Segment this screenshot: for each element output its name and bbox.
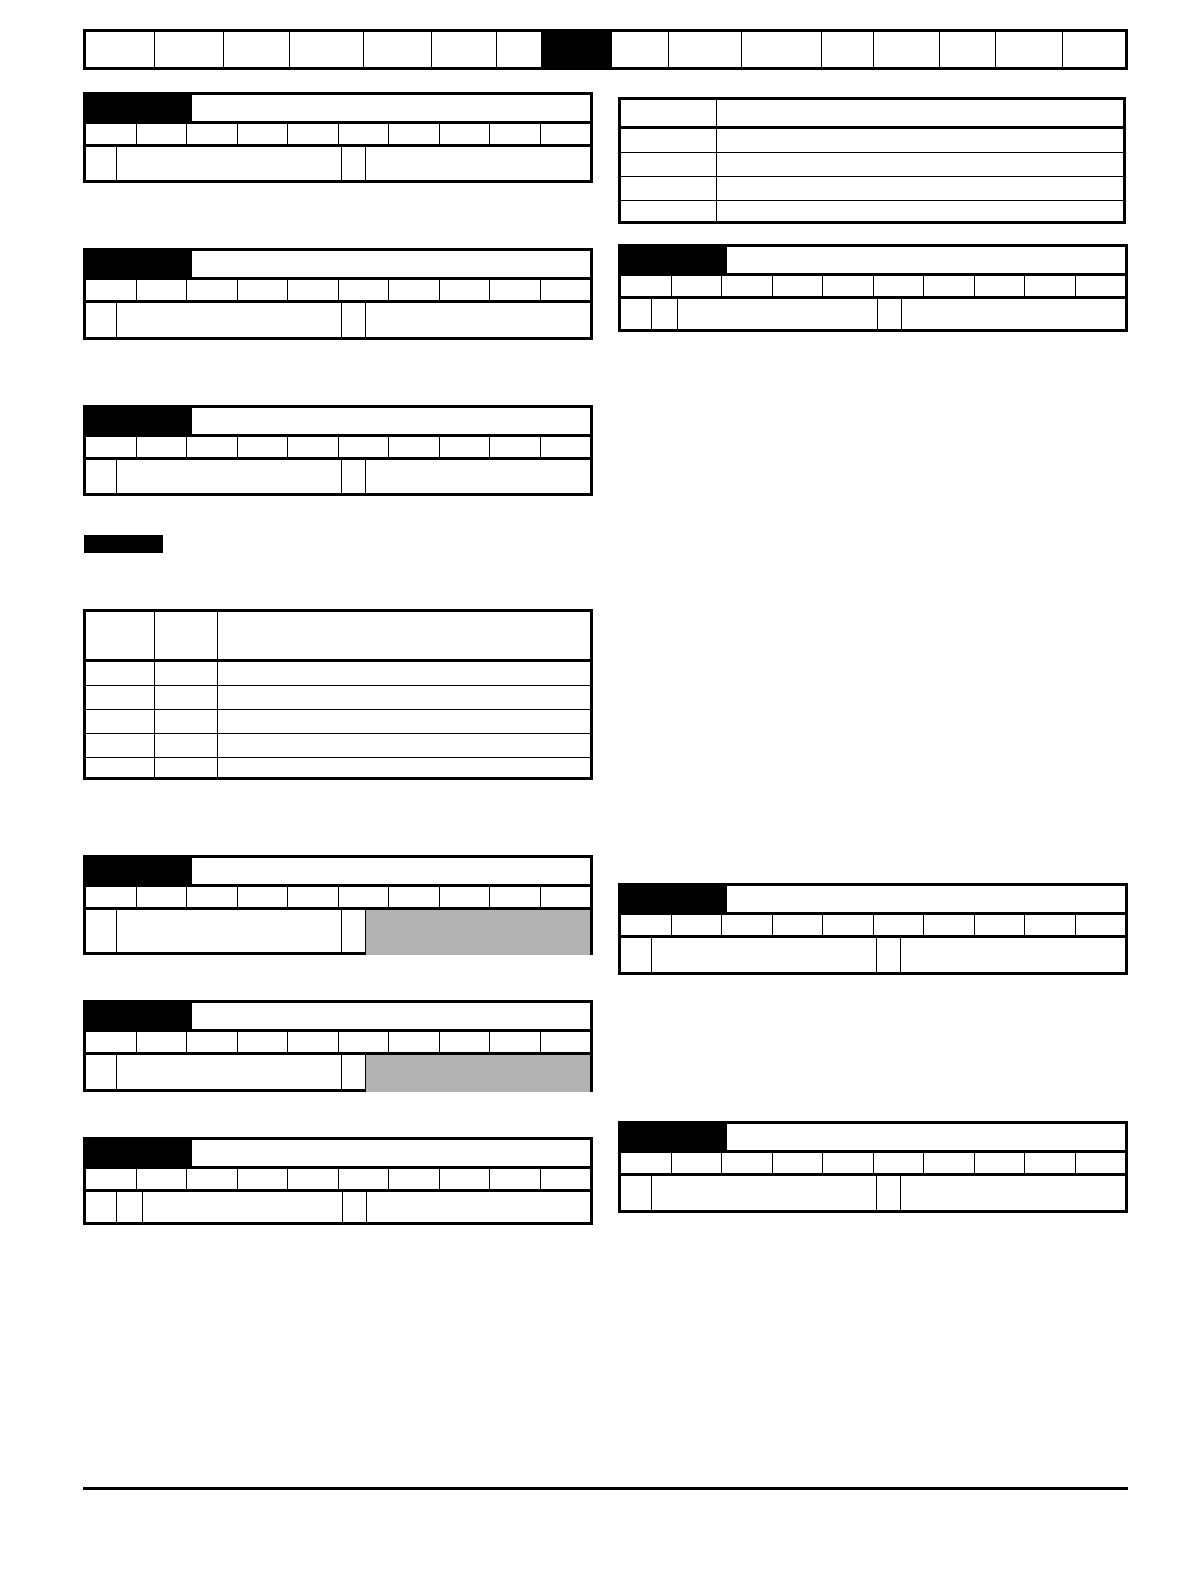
parameter-title bbox=[192, 1003, 590, 1029]
footer-rule bbox=[83, 1487, 1128, 1490]
parameter-block bbox=[83, 92, 593, 183]
table-cell bbox=[218, 662, 590, 685]
section-tab[interactable] bbox=[874, 32, 940, 67]
section-tab[interactable] bbox=[940, 32, 996, 67]
value-row bbox=[86, 147, 590, 183]
bit-row bbox=[621, 276, 1125, 299]
section-tab[interactable] bbox=[290, 32, 364, 67]
parameter-title bbox=[727, 247, 1125, 273]
section-tab[interactable] bbox=[497, 32, 542, 67]
parameter-block bbox=[83, 248, 593, 340]
section-tab[interactable] bbox=[822, 32, 874, 67]
parameter-code bbox=[621, 886, 727, 912]
table-cell bbox=[717, 177, 1123, 200]
parameter-block bbox=[83, 855, 593, 955]
parameter-code bbox=[86, 95, 192, 121]
section-tab[interactable] bbox=[86, 32, 155, 67]
bit-row bbox=[86, 124, 590, 147]
parameter-block bbox=[618, 883, 1128, 975]
table-cell bbox=[717, 129, 1123, 152]
section-tab[interactable] bbox=[669, 32, 742, 67]
parameter-block bbox=[618, 1121, 1128, 1213]
parameter-code bbox=[86, 1003, 192, 1029]
parameter-title bbox=[192, 1140, 590, 1166]
parameter-code bbox=[86, 858, 192, 884]
value-row bbox=[621, 299, 1125, 332]
parameter-title bbox=[192, 95, 590, 121]
parameter-code bbox=[86, 251, 192, 277]
value-row bbox=[86, 460, 590, 496]
bit-row bbox=[86, 1169, 590, 1192]
section-tab[interactable] bbox=[155, 32, 224, 67]
table-cell bbox=[218, 734, 590, 757]
bit-row bbox=[621, 1153, 1125, 1176]
section-tab-active[interactable] bbox=[542, 32, 612, 67]
parameter-code bbox=[86, 408, 192, 434]
parameter-title bbox=[192, 858, 590, 884]
bit-row bbox=[621, 915, 1125, 938]
parameter-block bbox=[618, 244, 1128, 332]
parameter-title bbox=[192, 251, 590, 277]
section-tab[interactable] bbox=[742, 32, 822, 67]
parameter-block bbox=[83, 1137, 593, 1225]
table-cell bbox=[218, 686, 590, 709]
bit-row bbox=[86, 887, 590, 910]
section-tab[interactable] bbox=[432, 32, 497, 67]
value-row bbox=[86, 910, 590, 955]
value-row bbox=[86, 1192, 590, 1225]
section-tab[interactable] bbox=[364, 32, 432, 67]
parameter-title bbox=[727, 886, 1125, 912]
section-tab[interactable] bbox=[224, 32, 290, 67]
section-tab[interactable] bbox=[612, 32, 669, 67]
section-tabs bbox=[83, 29, 1128, 70]
parameter-code bbox=[621, 247, 727, 273]
parameter-code bbox=[86, 1140, 192, 1166]
left-table bbox=[83, 609, 593, 780]
bit-row bbox=[86, 437, 590, 460]
table-cell bbox=[218, 710, 590, 733]
section-tab[interactable] bbox=[996, 32, 1063, 67]
value-row bbox=[86, 303, 590, 340]
parameter-title bbox=[192, 408, 590, 434]
table-cell bbox=[218, 758, 590, 777]
table-cell bbox=[717, 153, 1123, 176]
table-cell bbox=[717, 201, 1123, 221]
parameter-block bbox=[83, 1000, 593, 1092]
value-row bbox=[86, 1055, 590, 1092]
section-tag bbox=[84, 535, 163, 553]
section-tab[interactable] bbox=[1063, 32, 1125, 67]
parameter-block bbox=[83, 405, 593, 496]
right-table bbox=[618, 97, 1126, 224]
value-row bbox=[621, 938, 1125, 975]
parameter-title bbox=[727, 1124, 1125, 1150]
bit-row bbox=[86, 280, 590, 303]
value-row bbox=[621, 1176, 1125, 1213]
parameter-code bbox=[621, 1124, 727, 1150]
bit-row bbox=[86, 1032, 590, 1055]
